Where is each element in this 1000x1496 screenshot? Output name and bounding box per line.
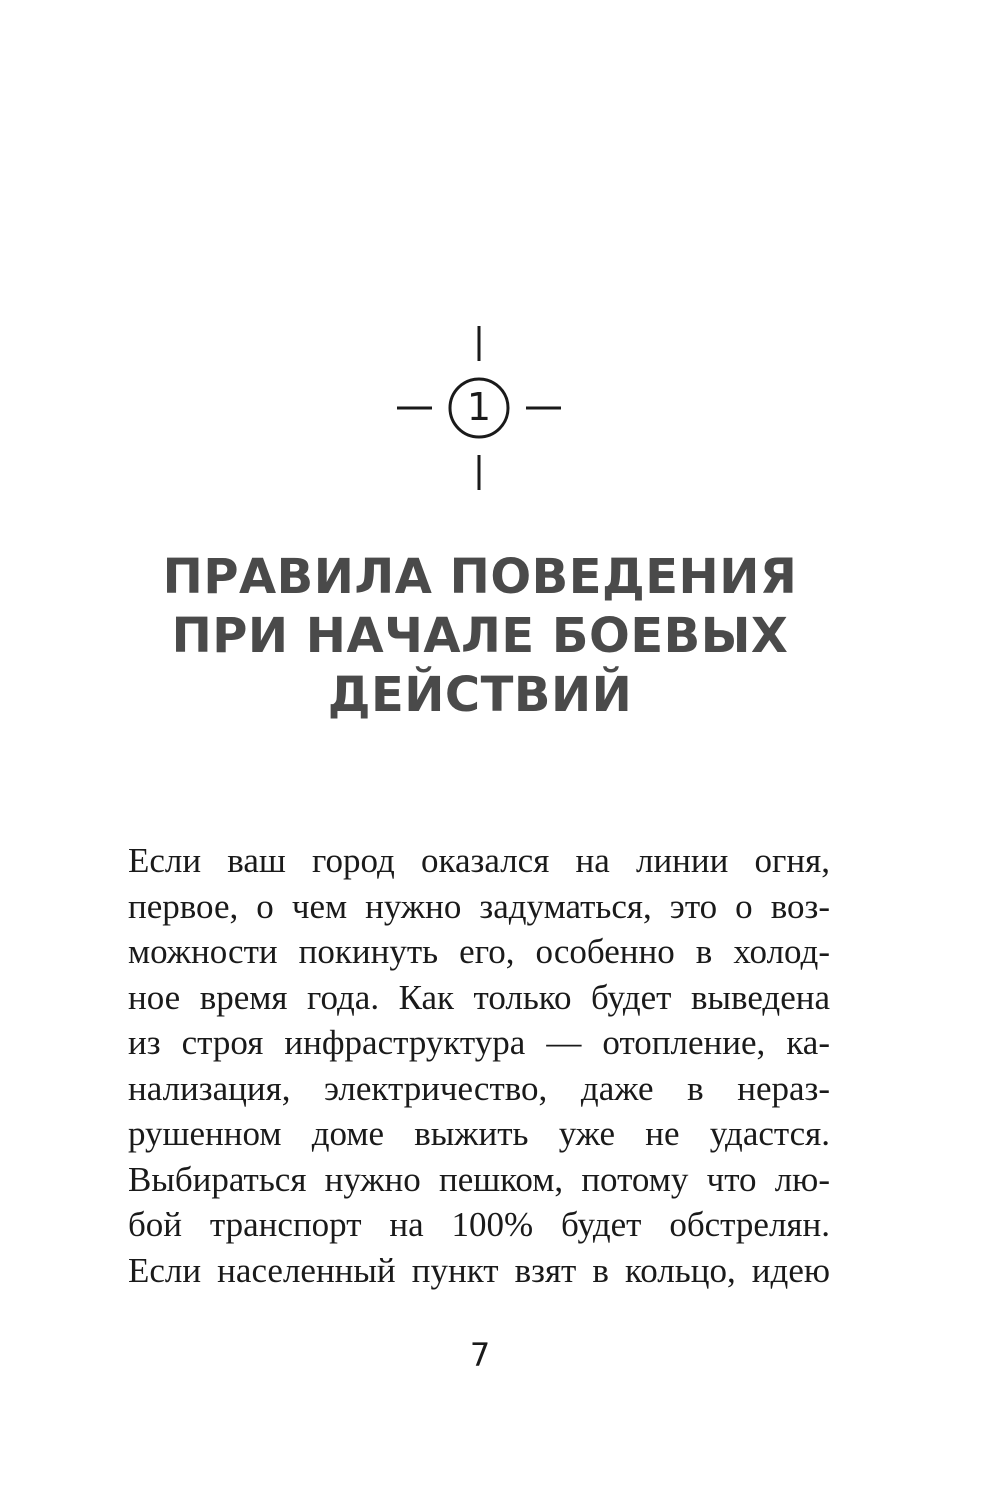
body-paragraph xyxy=(128,838,830,1293)
body-text-line: нализация, электричество, даже в нераз- xyxy=(128,1068,830,1108)
chapter-title-line: ПРАВИЛА ПОВЕДЕНИЯ xyxy=(162,549,798,605)
body-text-line: Если ваш город оказался на линии огня, xyxy=(128,841,830,880)
body-text-line: рушенном доме выжить уже не удастся. xyxy=(128,1114,830,1153)
body-text-line: первое, о чем нужно задуматься, это о воз- xyxy=(128,886,830,926)
body-text-line: бой транспорт на 100% будет обстрелян. xyxy=(128,1205,830,1244)
chapter-number: 1 xyxy=(466,385,492,429)
page-number: 7 xyxy=(469,1336,491,1374)
chapter-title-line: ПРИ НАЧАЛЕ БОЕВЫХ xyxy=(171,608,789,664)
chapter-title xyxy=(100,548,860,725)
body-text-line: можности покинуть его, особенно в холод- xyxy=(128,932,830,971)
chapter-mark xyxy=(397,326,561,490)
body-text-line: ное время года. Как только будет выведена xyxy=(128,977,830,1017)
body-text-line: Если населенный пункт взят в кольцо, идею xyxy=(128,1250,830,1290)
body-text-line: из строя инфраструктура — отопление, ка- xyxy=(128,1023,830,1062)
body-text-line: Выбираться нужно пешком, потому что лю- xyxy=(128,1159,830,1199)
chapter-title-line: ДЕЙСТВИЙ xyxy=(327,667,633,723)
